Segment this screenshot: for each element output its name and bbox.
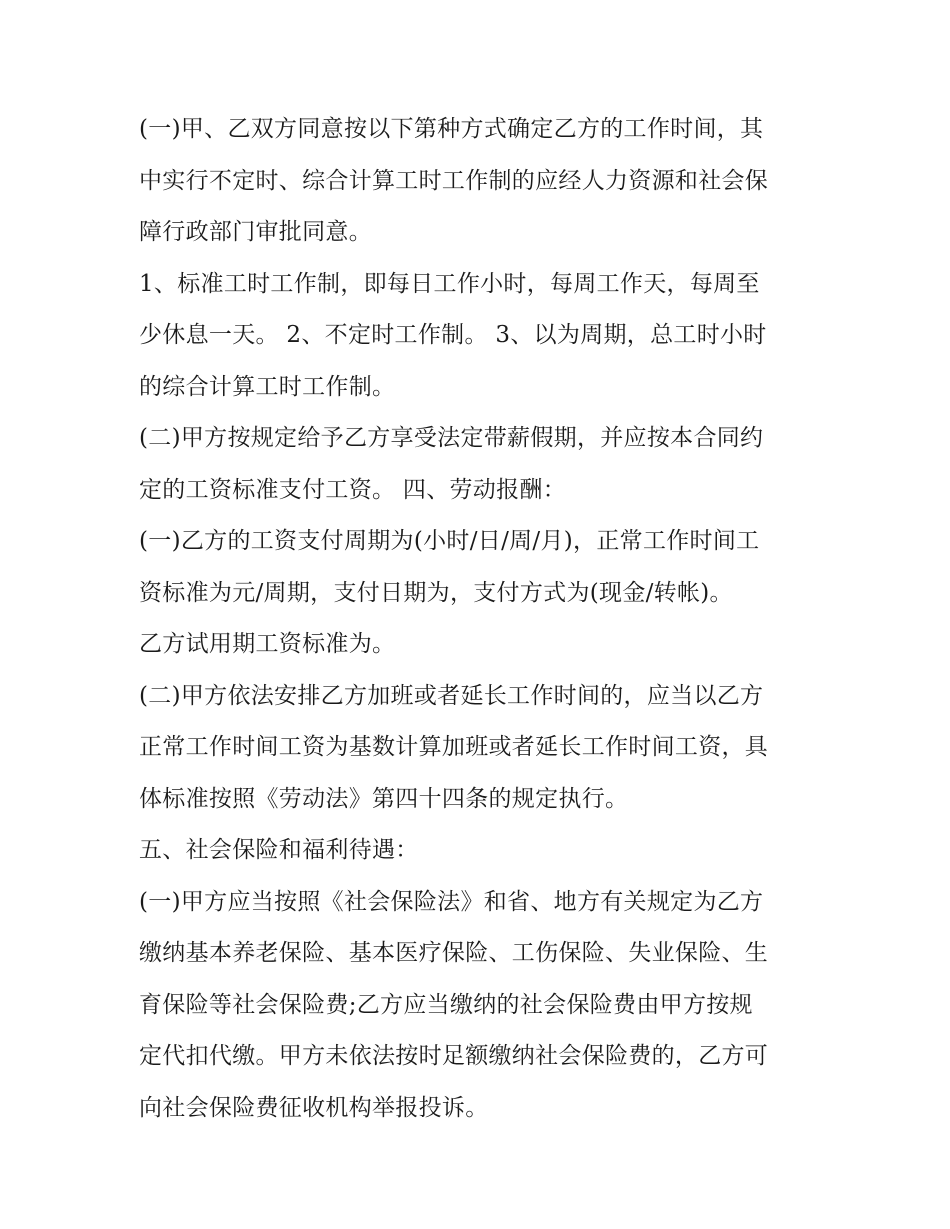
text-line: 的综合计算工时工作制。 [139, 373, 396, 400]
text-line: 正常工作时间工资为基数计算加班或者延长工作时间工资，具 [139, 734, 769, 760]
section-heading: 五、社会保险和福利待遇： [139, 837, 419, 863]
text-line: (一)乙方的工资支付周期为(小时/日/周/月)，正常工作时间工 [139, 528, 760, 554]
text-line: (二)甲方按规定给予乙方享受法定带薪假期，并应按本合同约 [139, 425, 764, 451]
text-line: (一)甲、乙双方同意按以下第种方式确定乙方的工作时间，其 [139, 116, 764, 142]
text-line: 障行政部门审批同意。 [139, 219, 372, 245]
text-line: 育保险等社会保险费;乙方应当缴纳的社会保险费由甲方按规 [139, 991, 753, 1018]
document-body [139, 104, 819, 1134]
text-line: 资标准为元/周期，支付日期为，支付方式为(现金/转帐)。 [139, 579, 733, 606]
text-line: 少休息一天。 2、不定时工作制。 3、以为周期，总工时小时 [139, 322, 767, 348]
text-line: (二)甲方依法安排乙方加班或者延长工作时间的，应当以乙方 [139, 682, 764, 709]
text-line: 中实行不定时、综合计算工时工作制的应经人力资源和社会保 [139, 167, 769, 194]
text-line: 体标准按照《劳动法》第四十四条的规定执行。 [139, 785, 629, 812]
text-line: 1、标准工时工作制，即每日工作小时，每周工作天，每周至 [139, 270, 760, 297]
text-line: (一)甲方应当按照《社会保险法》和省、地方有关规定为乙方 [139, 888, 764, 915]
text-line: 定的工资标准支付工资。 四、劳动报酬： [139, 476, 567, 503]
text-line: 向社会保险费征收机构举报投诉。 [139, 1094, 489, 1121]
text-line: 乙方试用期工资标准为。 [139, 631, 396, 657]
text-line: 定代扣代缴。甲方未依法按时足额缴纳社会保险费的，乙方可 [139, 1043, 769, 1069]
text-line: 缴纳基本养老保险、基本医疗保险、工伤保险、失业保险、生 [139, 940, 769, 966]
